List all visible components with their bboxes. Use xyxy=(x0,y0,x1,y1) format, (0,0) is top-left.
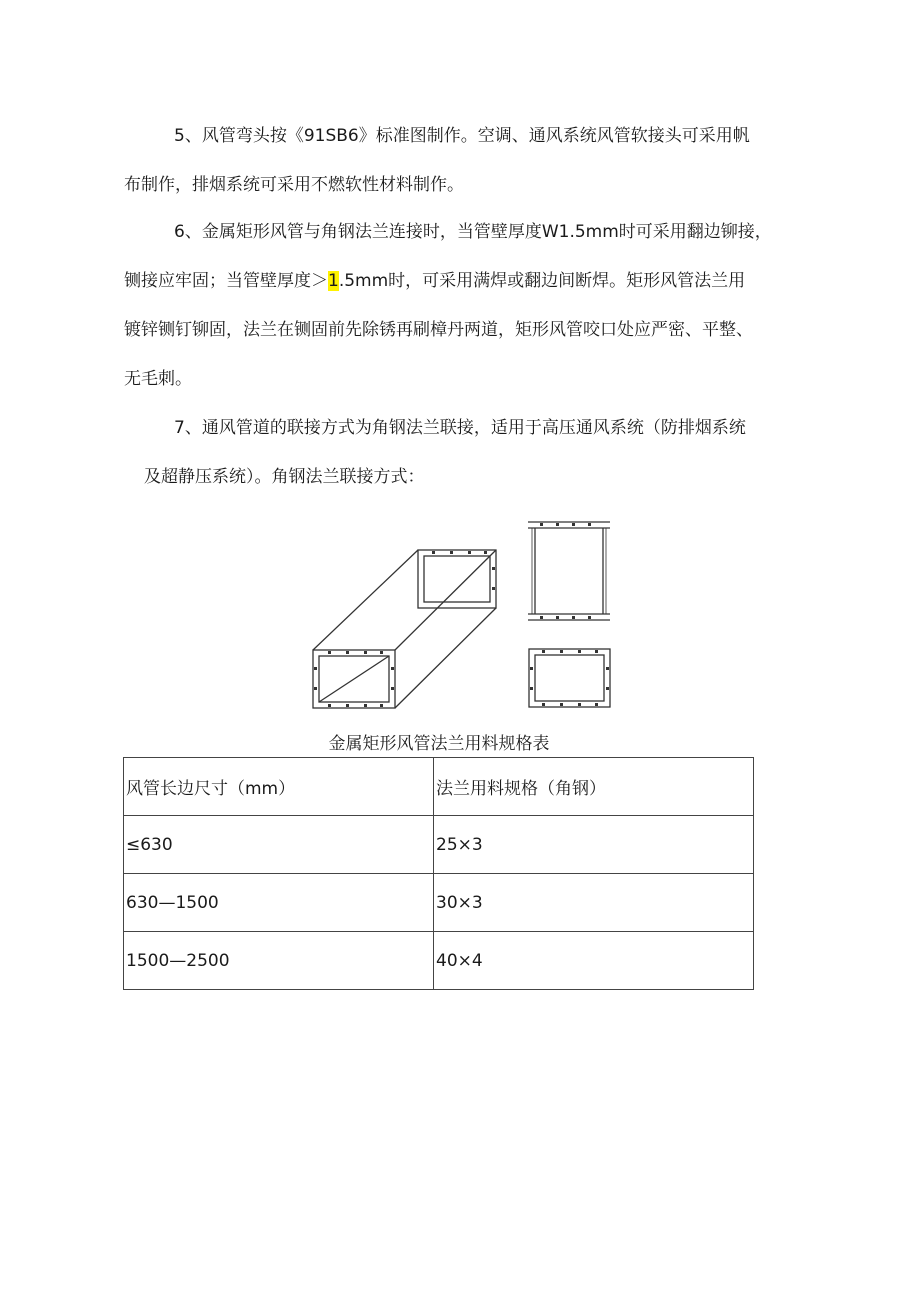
table-cell: 40×4 xyxy=(434,932,754,990)
header-cell-duct-size: 风管长边尺寸（mm） xyxy=(124,758,434,816)
paragraph-7 xyxy=(124,404,814,502)
table-cell: 630—1500 xyxy=(124,874,434,932)
table-row xyxy=(124,874,754,932)
highlighted-text: 1 xyxy=(328,271,339,291)
paragraph-6-line-2-end: .5mm时，可采用满焊或翻边间断焊。矩形风管法兰用 xyxy=(338,271,746,291)
table-cell: 30×3 xyxy=(434,874,754,932)
paragraph-5-line-2: 布制作，排烟系统可采用不燃软性材料制作。 xyxy=(124,175,464,195)
duct-elevation-drawing xyxy=(528,522,610,620)
angle-steel-flange-diagram xyxy=(300,512,630,717)
paragraph-7-line-2: 及超静压系统）。角钢法兰联接方式： xyxy=(144,467,425,487)
paragraph-6-line-3: 镀锌铡钉铆固，法兰在铡固前先除锈再刷樟丹两道，矩形风管咬口处应严密、平整、 xyxy=(124,320,753,340)
table-cell: 25×3 xyxy=(434,816,754,874)
paragraph-6-line-4: 无毛刺。 xyxy=(124,369,192,389)
flange-spec-table xyxy=(123,757,754,990)
duct-section-drawing xyxy=(529,649,610,707)
table-cell: ≤630 xyxy=(124,816,434,874)
table-row xyxy=(124,932,754,990)
header-cell-flange-spec: 法兰用料规格（角钢） xyxy=(434,758,754,816)
paragraph-6-line-1: 6、金属矩形风管与角钢法兰连接时，当管壁厚度W1.5mm时可采用翻边铆接， xyxy=(174,222,772,242)
isometric-duct-drawing xyxy=(313,550,496,708)
table-row xyxy=(124,816,754,874)
table-cell: 1500—2500 xyxy=(124,932,434,990)
paragraph-5-line-1: 5、风管弯头按《91SB6》标准图制作。空调、通风系统风管软接头可采用帆 xyxy=(174,126,750,146)
table-caption: 金属矩形风管法兰用料规格表 xyxy=(328,734,550,754)
table-header-row xyxy=(124,758,754,816)
paragraph-6-line-2-start: 铡接应牢固；当管壁厚度＞ xyxy=(124,271,328,291)
paragraph-5 xyxy=(124,112,814,210)
paragraph-7-line-1: 7、通风管道的联接方式为角钢法兰联接，适用于高压通风系统（防排烟系统 xyxy=(174,418,746,438)
paragraph-6 xyxy=(124,208,814,404)
paragraph-6-line-2 xyxy=(124,257,814,306)
